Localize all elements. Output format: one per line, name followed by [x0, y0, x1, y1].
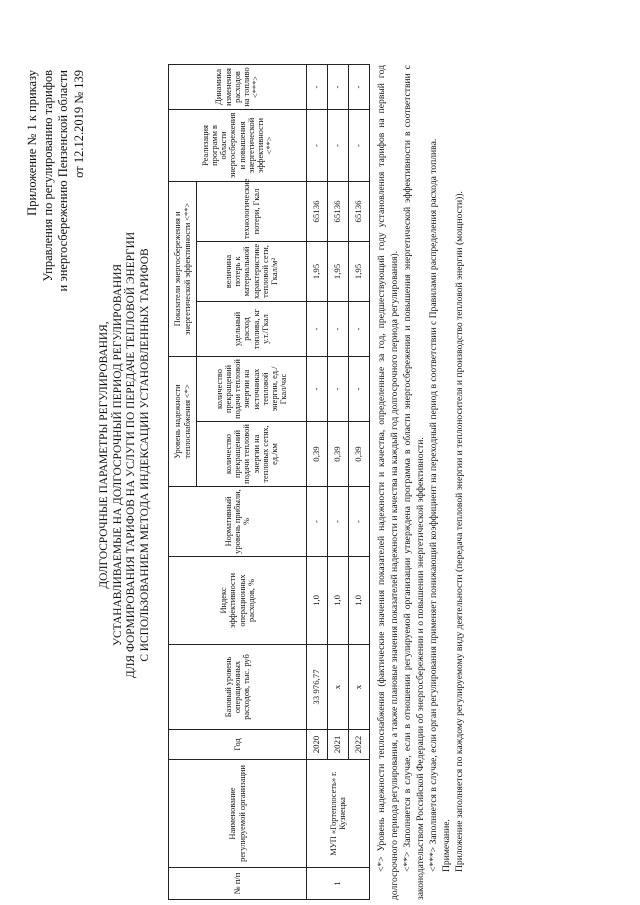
cell-en1: - [307, 301, 328, 356]
parameters-table [168, 64, 370, 900]
header-row-1 [169, 64, 197, 899]
cell-year: 2021 [328, 730, 349, 760]
note-reliability: <*> Уровень надежности теплоснабжения (фактические значения показателей надежности и качества, определенные за год, предшествующий году установления тарифов на первый год долгосрочного периода регулирования, а также плановые значения показателей надежности и качества на каждый год долгосрочного периода регулирования). [376, 65, 400, 900]
cell-rel1: 0,39 [349, 422, 370, 487]
cell-rel2: - [307, 356, 328, 421]
cell-index: 1,0 [349, 557, 370, 645]
header-fuel: Динамика изменения расходов на топливо <***> [169, 64, 307, 109]
cell-en3: 65136 [349, 181, 370, 241]
appendix-block [25, 70, 87, 470]
header-org: Наименование регулируемой организации [169, 760, 307, 868]
cell-rel2: - [328, 356, 349, 421]
title-line-3: ДЛЯ ФОРМИРОВАНИЯ ТАРИФОВ НА УСЛУГИ ПО ПЕРЕДАЧЕ ТЕПЛОВОЙ ЭНЕРГИИ [125, 231, 137, 679]
note-fuel: <***> Заполняется в случае, если орган регулирования применяет понижающий коэффициент на переходный период в соответствии с Правилами распределения расхода топлива. [428, 138, 439, 872]
title-line-2: УСТАНАВЛИВАЕМЫЕ НА ДОЛГОСРОЧНЫЙ ПЕРИОД РЕГУЛИРОВАНИЯ [111, 263, 124, 647]
header-en1: удельный расход топлива, кг у.т./Гкал [197, 301, 307, 356]
cell-program: - [349, 109, 370, 181]
cell-fuel: - [349, 64, 370, 109]
cell-en2: 1,95 [307, 241, 328, 301]
appendix-line-4: от 12.12.2019 № 139 [71, 70, 86, 178]
org-name: МУП «Гортеплосеть» г. Кузнецка [307, 760, 370, 868]
header-rel2: количество прекращений подачи тепловой энергии на источниках тепловой энергии, ед./Гкал/час [197, 356, 307, 421]
note-heading: Примечание. [441, 819, 452, 872]
header-en2: величина потерь к материальной характеристике тепловой сети, Гкал/м² [197, 241, 307, 301]
header-year: Год [169, 730, 307, 760]
cell-rel2: - [349, 356, 370, 421]
header-program: Реализация программ в области энергосбережения и повышения энергетической эффективности <**> [169, 109, 307, 181]
cell-rel1: 0,39 [328, 422, 349, 487]
note-energy-program: <**> Заполняется в случае, если в отношении регулируемой организации утверждена программа в области энергосбережения и повышения энергетической эффективности в соответствии с законодательством Российской Федерации об энергосбережении и о повышении энергетической эффективности. [402, 65, 426, 900]
document-title [98, 75, 152, 835]
notes-block [375, 65, 466, 900]
header-profit: Нормативный уровень прибыли, % [169, 487, 307, 557]
cell-base: x [349, 645, 370, 730]
cell-profit: - [349, 487, 370, 557]
cell-year: 2020 [307, 730, 328, 760]
appendix-line-3: и энергосбережению Пензенской области [56, 70, 71, 292]
header-index: Индекс эффективности операционных расходов, % [169, 557, 307, 645]
row-number: 1 [307, 868, 370, 900]
cell-en3: 65136 [307, 181, 328, 241]
cell-fuel: - [307, 64, 328, 109]
cell-base: x [328, 645, 349, 730]
header-rel1: количество прекращений подачи тепловой энергии на тепловых сетях, ед./км [197, 422, 307, 487]
cell-program: - [307, 109, 328, 181]
title-line-1: ДОЛГОСРОЧНЫЕ ПАРАМЕТРЫ РЕГУЛИРОВАНИЯ, [98, 321, 110, 589]
cell-profit: - [328, 487, 349, 557]
appendix-line-1: Приложение № 1 к приказу [25, 70, 39, 216]
appendix-line-2: Управления по регулированию тарифов [40, 70, 55, 282]
cell-rel1: 0,39 [307, 422, 328, 487]
header-base: Базовый уровень операционных расходов, тыс. руб [169, 645, 307, 730]
cell-index: 1,0 [307, 557, 328, 645]
cell-en2: 1,95 [349, 241, 370, 301]
cell-en1: - [328, 301, 349, 356]
header-num: № п/п [169, 868, 307, 900]
cell-en3: 65136 [328, 181, 349, 241]
cell-fuel: - [328, 64, 349, 109]
table-row [307, 64, 328, 899]
cell-index: 1,0 [328, 557, 349, 645]
cell-base: 33 976,77 [307, 645, 328, 730]
cell-profit: - [307, 487, 328, 557]
cell-year: 2022 [349, 730, 370, 760]
header-energy: Показатели энергосбережения и энергетической эффективности <**> [169, 181, 197, 356]
header-reliability: Уровень надежности теплоснабжения <*> [169, 356, 197, 486]
cell-en1: - [349, 301, 370, 356]
cell-en2: 1,95 [328, 241, 349, 301]
cell-program: - [328, 109, 349, 181]
note-remark: Приложение заполняется по каждому регулируемому виду деятельности (передача тепловой энергии и теплоносителя и производство тепловой энергии (мощности)). [454, 191, 465, 872]
header-en3: технологические потери, Гкал [197, 181, 307, 241]
title-line-4: С ИСПОЛЬЗОВАНИЕМ МЕТОДА ИНДЕКСАЦИИ УСТАНОВЛЕННЫХ ТАРИФОВ [138, 248, 151, 662]
